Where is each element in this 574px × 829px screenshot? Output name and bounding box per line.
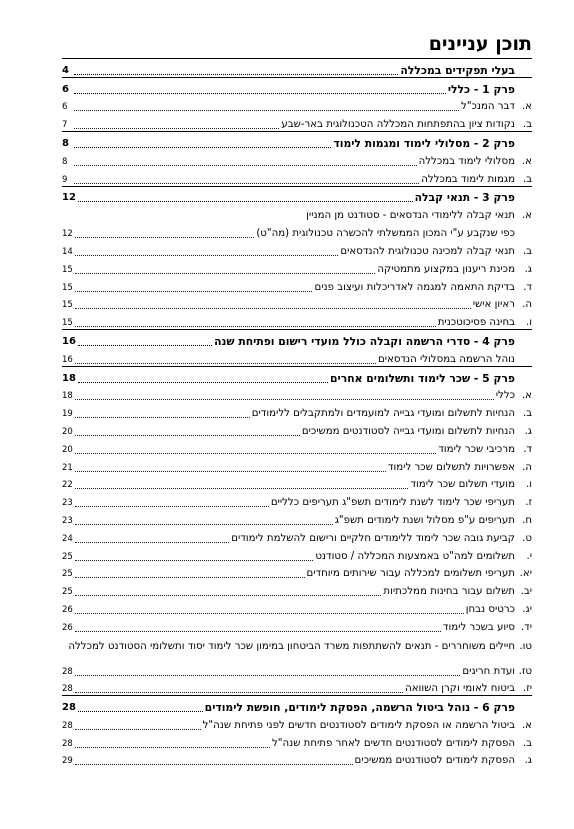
dot-leader (75, 577, 305, 578)
toc-entry-number: א. (521, 390, 532, 402)
toc-entry-number: יב. (520, 586, 532, 598)
toc-entry-row[interactable] (62, 150, 532, 168)
toc-entry-number: א. (521, 101, 532, 113)
toc-entry-title: פרק 5 - שכר לימוד ותשלומים אחרים (330, 372, 515, 385)
toc-entry-number: טז. (518, 665, 532, 677)
toc-entry-title: פרק 1 - כללי (447, 83, 515, 96)
toc-entry-row[interactable] (62, 509, 532, 527)
toc-page-number: 15 (62, 282, 73, 293)
dot-leader (75, 435, 300, 436)
dot-leader (74, 165, 417, 166)
toc-entry-title: מרכיבי שכר לימוד (438, 443, 515, 455)
dot-leader (75, 488, 409, 489)
toc-entry-title: מכינת ריענון במקצוע מתמטיקה (377, 263, 515, 275)
dot-leader (75, 308, 471, 309)
toc-entry-title: תנאי קבלה למכינה טכנולוגית להנדסאים (340, 245, 515, 257)
toc-page-number: 15 (62, 318, 73, 329)
toc-entry-row[interactable] (62, 96, 532, 114)
toc-entry-number: ו. (525, 479, 532, 491)
toc-page-number: 7 (62, 120, 68, 131)
toc-entry-title: מועדי תשלום שכר לימוד (410, 479, 515, 491)
dot-leader (75, 399, 494, 400)
toc-entry-row[interactable] (62, 240, 532, 258)
toc-entry-number: ד. (523, 443, 532, 455)
toc-chapter-row[interactable] (62, 77, 532, 96)
toc-page-number: 9 (62, 174, 68, 185)
toc-page-number: 18 (62, 372, 76, 384)
toc-entry-title: הנחיות לתשלום ומועדי גבייה למועמדים ולמתקבלים ללימודים (251, 408, 515, 420)
toc-entry-title: אפשרויות לתשלום שכר לימוד (387, 461, 515, 473)
toc-entry-title: חיילים משוחררים - תנאים להשתתפות משרד הביטחון במימון שכר לימוד יסוד ותשלומי הסטודנט למכללה (68, 641, 515, 653)
toc-page-number: 14 (62, 246, 73, 257)
toc-entry-title: תעריפי שכר לימוד לשנת לימודים תשפ"ג תעריפים כלליים (270, 497, 515, 509)
toc-page-number: 25 (62, 587, 73, 598)
toc-entry-title: פרק 3 - תנאי קבלה (414, 192, 515, 205)
toc-entry-row[interactable] (62, 420, 532, 438)
toc-entry-title: קביעת גובה שכר לימוד ללימודים חלקיים ורישום להשלמת לימודים (231, 532, 515, 544)
toc-page-number: 23 (62, 498, 73, 509)
dot-leader (75, 326, 436, 327)
toc-page-number: 28 (62, 738, 73, 749)
toc-entry-number: א. (521, 210, 532, 222)
toc-entry-title: ביטול הרשמה או הפסקת לימודים לסטודנטים חדשים לפני פתיחת שנה"ל (202, 719, 515, 731)
toc-page-number: 16 (62, 335, 76, 347)
toc-entry-row[interactable] (62, 545, 532, 563)
toc-entry-number: ה. (522, 299, 532, 311)
toc-entry-row[interactable] (62, 222, 532, 240)
toc-page-number: 15 (62, 300, 73, 311)
toc-entry-title: מסלולי לימוד במכללה (418, 155, 515, 167)
toc-chapter-row[interactable] (62, 131, 532, 150)
dot-leader (75, 692, 403, 693)
toc-entry-title: כרטיס נבחן (465, 603, 515, 615)
page-title: תוכן עניינים (428, 33, 532, 55)
dot-leader (75, 363, 376, 364)
toc-chapter-row[interactable] (62, 329, 532, 348)
dot-leader (75, 675, 461, 676)
toc-entry-title: ראיון אישי (472, 299, 515, 311)
toc-page-number: 26 (62, 622, 73, 633)
dot-leader (75, 237, 254, 238)
toc-chapter-row[interactable] (62, 186, 532, 205)
toc-entry-title: ביטוח לאומי וקרן השוואה (405, 683, 515, 695)
toc-page-number: 28 (62, 702, 76, 714)
toc-entry-number: ג. (524, 425, 532, 437)
toc-entry-number: יג. (522, 603, 532, 615)
toc-entry-number: ג. (524, 755, 532, 767)
toc-entry-number: ב. (522, 245, 532, 257)
dot-leader (75, 764, 353, 765)
toc-entry-number: ה. (522, 461, 532, 473)
dot-leader (78, 345, 212, 346)
toc-page-number: 28 (62, 720, 73, 731)
toc-entry-number: ג. (524, 263, 532, 275)
dot-leader (78, 201, 413, 202)
toc-entry-row[interactable] (62, 750, 532, 768)
toc-page-number: 20 (62, 444, 73, 455)
toc-entry-title: כללי (495, 390, 515, 402)
toc-entry-row[interactable] (62, 385, 532, 403)
toc-page-number: 24 (62, 533, 73, 544)
dot-leader (75, 453, 437, 454)
dot-leader (75, 255, 339, 256)
toc-page-number: 8 (62, 156, 68, 167)
toc-entry-title: בדיקת התאמה למגמה לאדריכלות ועיצוב פנים (314, 281, 515, 293)
dot-leader (75, 595, 382, 596)
toc-entry-title: תשלום עבור בחינות ממלכתיות (383, 586, 515, 598)
dot-leader (75, 471, 386, 472)
toc-page-number: 20 (62, 426, 73, 437)
toc-entry-row[interactable] (62, 113, 532, 131)
toc-entry-row[interactable] (62, 474, 532, 492)
toc-page-number: 19 (62, 409, 73, 420)
toc-entry-row[interactable] (62, 491, 532, 509)
toc-entry-row[interactable] (62, 204, 532, 222)
toc-entry-number: ב. (522, 119, 532, 131)
dot-leader (75, 542, 229, 543)
toc-page-number: 16 (62, 354, 73, 365)
toc-entry-row[interactable] (62, 714, 532, 732)
toc-entry-title: מגמות לימוד במכללה (421, 173, 515, 185)
toc-entry-number: יז. (522, 683, 532, 695)
toc-entry-title: הפסקת לימודים לסטודנטים ממשיכים (354, 755, 515, 767)
toc-page-number: 28 (62, 666, 73, 677)
dot-leader (74, 128, 279, 129)
toc-entry-row[interactable] (62, 678, 532, 696)
toc-page-number: 26 (62, 604, 73, 615)
toc-entry-title: תעריפים ע"פ מסלול ושנת לימודים תשפ"ג (334, 514, 515, 526)
toc-entry-title: תשלומים למה"ט באמצעות המכללה / סטודנט (315, 550, 515, 562)
dot-leader (74, 74, 398, 75)
toc-page-number: 6 (62, 102, 68, 113)
toc-page-number: 12 (62, 229, 73, 240)
toc-entry-title: דבר המנכ"ל (461, 101, 515, 113)
dot-leader (74, 110, 459, 111)
toc-entry-number: יא. (519, 568, 532, 580)
toc-entry-row[interactable] (62, 527, 532, 545)
toc-entry-number: ב. (522, 408, 532, 420)
toc-entry-row[interactable] (62, 616, 532, 634)
toc-entry-number: ב. (522, 737, 532, 749)
toc-entry-row[interactable] (62, 732, 532, 750)
toc-entry-row[interactable] (62, 258, 532, 276)
dot-leader (75, 506, 269, 507)
toc-entry-row[interactable] (62, 294, 532, 312)
toc-entry-title: פרק 4 - סדרי הרשמה וקבלה כולל מועדי רישום ופתיחת שנה (214, 335, 515, 348)
dot-leader (75, 631, 441, 632)
dot-leader (75, 747, 270, 748)
dot-leader (74, 183, 419, 184)
toc-page-number: 21 (62, 462, 73, 473)
toc-entry-title: תנאי קבלה ללימודי הנדסאים - סטודנט מן המניין (306, 210, 515, 222)
toc-entry-number: יד. (520, 621, 532, 633)
dot-leader (75, 417, 250, 418)
toc-entry-title: תעריפי תשלומים למכללה עבור שירותים מיוחדים (306, 568, 515, 580)
toc-entry-title: נוהל הרשמה במסלולי הנדסאים (377, 353, 515, 365)
table-of-contents (62, 30, 532, 767)
toc-entry-row[interactable] (62, 348, 532, 366)
toc-page-number: 4 (62, 64, 69, 76)
dot-leader (75, 291, 313, 292)
toc-entry-row[interactable] (62, 598, 532, 616)
toc-list (62, 58, 532, 767)
toc-entry-title: הפסקת לימודים לסטודנטים חדשים לאחר פתיחת שנה"ל (271, 737, 515, 749)
toc-entry-number: ח. (522, 514, 532, 526)
toc-entry-title: בחינה פסיכוטכנית (437, 317, 515, 329)
toc-entry-title: ועדת חריגים (462, 665, 515, 677)
toc-entry-number: טו. (519, 641, 532, 653)
dot-leader (78, 382, 328, 383)
toc-entry-row[interactable] (62, 563, 532, 581)
toc-page-number: 12 (62, 192, 76, 204)
dot-leader (74, 93, 446, 94)
dot-leader (75, 729, 201, 730)
toc-entry-row[interactable] (62, 660, 532, 678)
toc-page-number: 29 (62, 756, 73, 767)
toc-entry-row[interactable] (62, 402, 532, 420)
toc-page-number: 8 (62, 137, 69, 149)
toc-entry-row[interactable] (62, 276, 532, 294)
toc-chapter-row[interactable] (62, 366, 532, 385)
toc-entry-number: ו. (525, 317, 532, 329)
dot-leader (75, 524, 333, 525)
toc-entry-row[interactable] (62, 311, 532, 329)
toc-entry-number: א. (521, 719, 532, 731)
toc-page-number: 6 (62, 83, 69, 95)
dot-leader (74, 147, 331, 148)
toc-page-number: 28 (62, 684, 73, 695)
toc-entry-number: ט. (522, 532, 532, 544)
dot-leader (75, 273, 376, 274)
toc-entry-row[interactable] (62, 634, 532, 660)
toc-page-number: 18 (62, 391, 73, 402)
toc-entry-title: הנחיות לתשלום ומועדי גבייה לסטודנטים ממשיכים (301, 425, 515, 437)
toc-page-number: 22 (62, 480, 73, 491)
toc-entry-row[interactable] (62, 438, 532, 456)
dot-leader (78, 711, 203, 712)
toc-page-number: 25 (62, 569, 73, 580)
toc-entry-title: כפי שנקבע ע"י המכון הממשלתי להכשרה טכנולוגית (מה"ט) (256, 228, 515, 240)
toc-main-row[interactable] (62, 58, 532, 77)
toc-entry-number: א. (521, 155, 532, 167)
toc-entry-title: נקודות ציון בהתפתחות המכללה הטכנולוגית באר-שבע (281, 119, 515, 131)
toc-page-number: 25 (62, 551, 73, 562)
toc-chapter-row[interactable] (62, 695, 532, 714)
toc-entry-number: י. (526, 550, 532, 562)
toc-page-number: 23 (62, 515, 73, 526)
toc-entry-title: בעלי תפקידים במכללה (400, 64, 515, 77)
toc-entry-number: ז. (525, 497, 532, 509)
toc-entry-row[interactable] (62, 456, 532, 474)
dot-leader (75, 613, 464, 614)
toc-page-number: 15 (62, 264, 73, 275)
toc-entry-number: ד. (523, 281, 532, 293)
toc-entry-number: ב. (522, 173, 532, 185)
toc-entry-row[interactable] (62, 580, 532, 598)
toc-entry-title: פרק 2 - מסלולי לימוד ומגמות לימוד (333, 137, 515, 150)
toc-entry-title: סיוע בשכר לימוד (442, 621, 515, 633)
toc-entry-title: פרק 6 - נוהל ביטול הרשמה, הפסקת לימודים, חופשת לימודים (204, 702, 515, 715)
toc-entry-row[interactable] (62, 168, 532, 186)
dot-leader (75, 560, 314, 561)
